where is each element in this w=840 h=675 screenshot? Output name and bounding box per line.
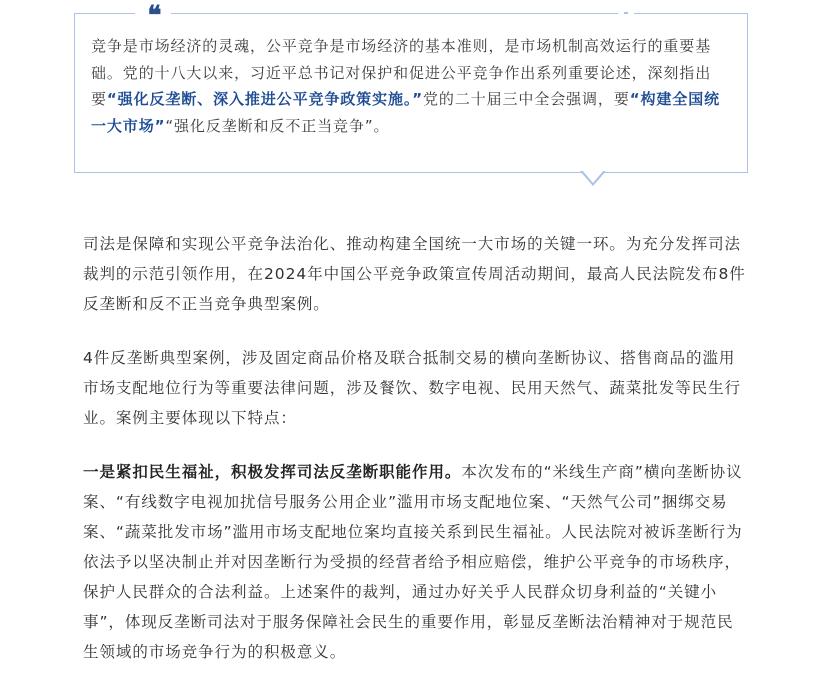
paragraph-antitrust-cases: 4件反垄断典型案例，涉及固定商品价格及联合抵制交易的横向垄断协议、搭售商品的滥用市场支配地位行为等重要法律问题，涉及餐饮、数字电视、民用天然气、蔬菜批发等民生行业。案例主要体现以下特点： — [83, 349, 742, 427]
quote-text — [91, 33, 733, 139]
quote-box — [74, 1, 748, 173]
quote-segment-intro: 竞争是市场经济的灵魂，公平竞争是市场经济的基本准则，是市场机制高效运行的重要基础。党的十八大以来，习近平总书记对保护和促进公平竞争作出系列重要论述，深刻指出要 — [91, 37, 712, 108]
feature-one-body: 本次发布的“米线生产商”横向垄断协议案、“有线数字电视加扰信号服务公用企业”滥用市场支配地位案、“天然气公司”捆绑交易案、“蔬菜批发市场”滥用市场支配地位案均直接关系到民生福祉。人民法院对被诉垄断行为依法予以坚决制止并对因垄断行为受损的经营者给予相应赔偿，维护公平竞争的市场秩序，保护人民群众的合法利益。上述案件的裁判，通过办好关乎人民群众切身利益的“关键小事”，体现反垄断司法对于服务保障社会民生的重要作用，彰显反垄断法治精神对于规范民生领域的市场竞争行为的积极意义。 — [83, 463, 743, 661]
quote-mark-icon: ❝ — [135, 5, 171, 21]
quote-emphasis-unified-market: “构建全国统一大市场” — [91, 90, 720, 135]
quote-segment-closing: “强化反垄断和反不正当竞争”。 — [165, 116, 390, 135]
paragraph-feature-one — [83, 457, 746, 667]
feature-one-heading: 一是紧扣民生福祉，积极发挥司法反垄断职能作用。 — [83, 463, 462, 481]
quote-tail-decoration — [580, 171, 606, 186]
paragraph-judicial-role: 司法是保障和实现公平竞争法治化、推动构建全国统一大市场的关键一环。为充分发挥司法裁判的示范引领作用，在2024年中国公平竞争政策宣传周活动期间，最高人民法院发布8件反垄断和反不正当竞争典型案例。 — [83, 235, 746, 313]
quote-notch-decoration — [618, 11, 634, 16]
quote-emphasis-anti-monopoly: “强化反垄断、深入推进公平竞争政策实施。” — [106, 90, 424, 108]
quote-segment-plenum: 党的二十届三中全会强调，要 — [423, 90, 630, 108]
